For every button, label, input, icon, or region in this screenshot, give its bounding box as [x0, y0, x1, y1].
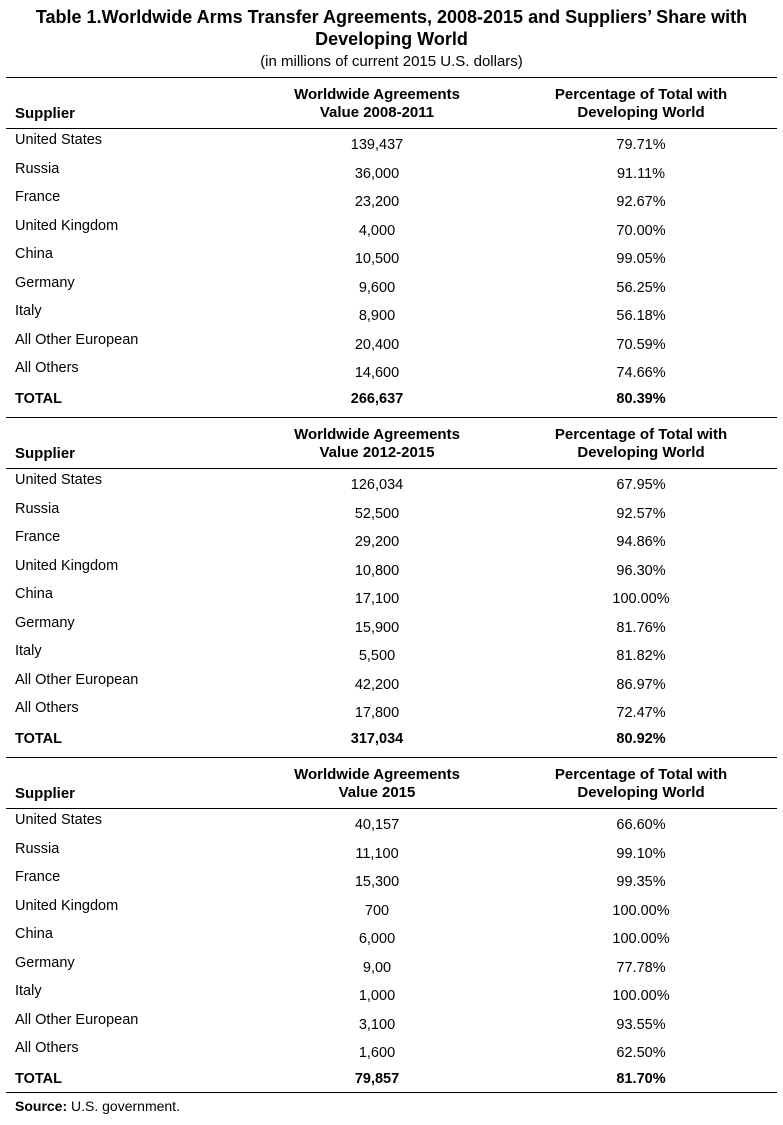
- table-row: [6, 955, 777, 984]
- supplier-cell: United Kingdom: [15, 897, 119, 914]
- column-header-value: [257, 426, 497, 462]
- value-cell: 20,400: [354, 336, 400, 353]
- section-top-rule: [6, 77, 777, 78]
- supplier-cell: United States: [15, 472, 103, 488]
- percentage-cell: 56.25%: [616, 279, 666, 296]
- column-header-supplier: Supplier: [15, 785, 76, 802]
- supplier-cell: China: [15, 246, 53, 262]
- total-label-cell: TOTAL: [15, 1071, 62, 1087]
- supplier-cell: United States: [15, 812, 103, 828]
- percentage-cell: 99.05%: [616, 251, 666, 267]
- supplier-cell: All Others: [15, 700, 79, 716]
- table-row: [6, 615, 777, 644]
- percentage-cell: 74.66%: [616, 365, 666, 381]
- column-header-value: [257, 86, 497, 122]
- supplier-cell: All Others: [15, 1040, 79, 1056]
- total-value-cell: 266,637: [350, 391, 404, 407]
- total-percentage-cell: 81.70%: [616, 1071, 666, 1087]
- column-header-supplier: Supplier: [15, 445, 76, 462]
- table-subtitle: (in millions of current 2015 U.S. dollars): [260, 53, 523, 70]
- source-text: U.S. government.: [71, 1098, 180, 1114]
- value-cell: 36,000: [354, 165, 400, 182]
- table-total-row: [6, 389, 777, 418]
- source-note: [15, 1098, 180, 1114]
- percentage-cell: 70.59%: [616, 336, 666, 353]
- table-row: [6, 161, 777, 190]
- supplier-cell: Russia: [15, 500, 60, 517]
- table-row: [6, 672, 777, 701]
- value-cell: 1,000: [358, 988, 396, 1004]
- table-row: [6, 275, 777, 304]
- value-cell: 17,100: [354, 591, 400, 607]
- table-row: [6, 983, 777, 1012]
- percentage-cell: 96.30%: [616, 562, 666, 579]
- total-label-cell: TOTAL: [15, 391, 62, 407]
- value-cell: 15,900: [354, 619, 400, 636]
- table-row: [6, 472, 777, 501]
- table-row: [6, 189, 777, 218]
- table-row: [6, 246, 777, 275]
- column-header-value-line2: Value 2015: [338, 784, 416, 801]
- supplier-cell: Germany: [15, 954, 75, 971]
- column-header-percentage-line1: Percentage of Total with: [554, 766, 728, 783]
- column-header-value-line1: Worldwide Agreements: [294, 426, 460, 443]
- column-header-percentage: [521, 766, 761, 802]
- supplier-cell: France: [15, 529, 61, 545]
- value-cell: 42,200: [354, 676, 400, 693]
- table-row: [6, 529, 777, 558]
- supplier-cell: France: [15, 189, 61, 205]
- supplier-cell: China: [15, 926, 53, 942]
- column-header-value: [257, 766, 497, 802]
- value-cell: 23,200: [354, 194, 400, 210]
- table-row: [6, 643, 777, 672]
- column-header-percentage-line1: Percentage of Total with: [554, 426, 728, 443]
- table-total-row: [6, 1069, 777, 1098]
- value-cell: 29,200: [354, 534, 400, 550]
- percentage-cell: 92.67%: [616, 194, 666, 210]
- percentage-cell: 94.86%: [616, 534, 666, 550]
- value-cell: 52,500: [354, 505, 400, 522]
- table-row: [6, 1012, 777, 1041]
- header-bottom-rule: [6, 468, 777, 469]
- percentage-cell: 91.11%: [616, 165, 666, 182]
- table-row: [6, 586, 777, 615]
- column-header-percentage: [521, 86, 761, 122]
- table-row: [6, 841, 777, 870]
- value-cell: 17,800: [354, 705, 400, 721]
- supplier-cell: All Other European: [15, 331, 139, 348]
- percentage-cell: 100.00%: [612, 988, 670, 1004]
- percentage-cell: 66.60%: [616, 817, 666, 833]
- percentage-cell: 62.50%: [616, 1045, 666, 1061]
- percentage-cell: 92.57%: [616, 505, 666, 522]
- value-cell: 3,100: [358, 1016, 396, 1033]
- table-row: [6, 218, 777, 247]
- value-cell: 126,034: [350, 477, 404, 493]
- column-header-value-line2: Value 2008-2011: [319, 104, 435, 121]
- table-row: [6, 812, 777, 841]
- value-cell: 40,157: [354, 817, 400, 833]
- supplier-cell: All Others: [15, 360, 79, 376]
- table-bottom-rule: [6, 1092, 777, 1093]
- value-cell: 4,000: [358, 222, 396, 239]
- table-row: [6, 869, 777, 898]
- supplier-cell: All Other European: [15, 671, 139, 688]
- value-cell: 9,00: [362, 959, 392, 976]
- table-row: [6, 303, 777, 332]
- value-cell: 15,300: [354, 874, 400, 890]
- supplier-cell: Italy: [15, 303, 42, 319]
- table-title: [0, 6, 783, 50]
- percentage-cell: 99.10%: [616, 845, 666, 862]
- percentage-cell: 67.95%: [616, 477, 666, 493]
- supplier-cell: China: [15, 586, 53, 602]
- supplier-cell: United Kingdom: [15, 217, 119, 234]
- percentage-cell: 100.00%: [612, 902, 670, 919]
- value-cell: 9,600: [358, 279, 396, 296]
- supplier-cell: Russia: [15, 840, 60, 857]
- value-cell: 14,600: [354, 365, 400, 381]
- value-cell: 10,800: [354, 562, 400, 579]
- percentage-cell: 93.55%: [616, 1016, 666, 1033]
- table-row: [6, 1040, 777, 1069]
- table-row: [6, 898, 777, 927]
- table-row: [6, 926, 777, 955]
- supplier-cell: Italy: [15, 643, 42, 659]
- value-cell: 8,900: [358, 308, 396, 324]
- percentage-cell: 99.35%: [616, 874, 666, 890]
- section-top-rule: [6, 757, 777, 758]
- header-bottom-rule: [6, 808, 777, 809]
- table-total-row: [6, 729, 777, 758]
- percentage-cell: 81.82%: [616, 648, 666, 664]
- supplier-cell: United States: [15, 132, 103, 148]
- percentage-cell: 79.71%: [616, 137, 666, 153]
- value-cell: 10,500: [354, 251, 400, 267]
- supplier-cell: Germany: [15, 614, 75, 631]
- value-cell: 700: [364, 902, 390, 919]
- column-header-percentage: [521, 426, 761, 462]
- total-percentage-cell: 80.92%: [616, 731, 666, 747]
- column-header-value-line2: Value 2012-2015: [319, 444, 435, 461]
- column-header-value-line1: Worldwide Agreements: [294, 766, 460, 783]
- supplier-cell: All Other European: [15, 1011, 139, 1028]
- table-title-line1: Table 1.Worldwide Arms Transfer Agreements, 2008-2015 and Suppliers’ Share with: [35, 7, 748, 27]
- table-row: [6, 132, 777, 161]
- value-cell: 11,100: [355, 845, 399, 862]
- table-row: [6, 558, 777, 587]
- supplier-cell: United Kingdom: [15, 557, 119, 574]
- value-cell: 139,437: [350, 137, 404, 153]
- column-header-percentage-line2: Developing World: [577, 444, 705, 461]
- column-header-percentage-line1: Percentage of Total with: [554, 86, 728, 103]
- column-header-supplier: Supplier: [15, 105, 76, 122]
- percentage-cell: 100.00%: [612, 931, 670, 947]
- value-cell: 1,600: [358, 1045, 396, 1061]
- total-percentage-cell: 80.39%: [616, 391, 666, 407]
- percentage-cell: 70.00%: [616, 222, 666, 239]
- table-row: [6, 700, 777, 729]
- total-value-cell: 317,034: [350, 731, 404, 747]
- column-header-percentage-line2: Developing World: [577, 104, 705, 121]
- table-row: [6, 332, 777, 361]
- header-bottom-rule: [6, 128, 777, 129]
- percentage-cell: 81.76%: [616, 619, 666, 636]
- supplier-cell: France: [15, 869, 61, 885]
- percentage-cell: 56.18%: [616, 308, 666, 324]
- value-cell: 5,500: [358, 648, 396, 664]
- column-header-value-line1: Worldwide Agreements: [294, 86, 460, 103]
- supplier-cell: Russia: [15, 160, 60, 177]
- table-title-line2: Developing World: [315, 29, 468, 49]
- percentage-cell: 100.00%: [612, 591, 670, 607]
- total-value-cell: 79,857: [354, 1071, 400, 1087]
- section-top-rule: [6, 417, 777, 418]
- table-row: [6, 501, 777, 530]
- supplier-cell: Italy: [15, 983, 42, 999]
- supplier-cell: Germany: [15, 274, 75, 291]
- percentage-cell: 86.97%: [616, 676, 666, 693]
- column-header-percentage-line2: Developing World: [577, 784, 705, 801]
- table-row: [6, 360, 777, 389]
- percentage-cell: 77.78%: [616, 959, 666, 976]
- value-cell: 6,000: [358, 931, 396, 947]
- source-label: Source:: [15, 1098, 68, 1114]
- total-label-cell: TOTAL: [15, 731, 62, 747]
- percentage-cell: 72.47%: [616, 705, 666, 721]
